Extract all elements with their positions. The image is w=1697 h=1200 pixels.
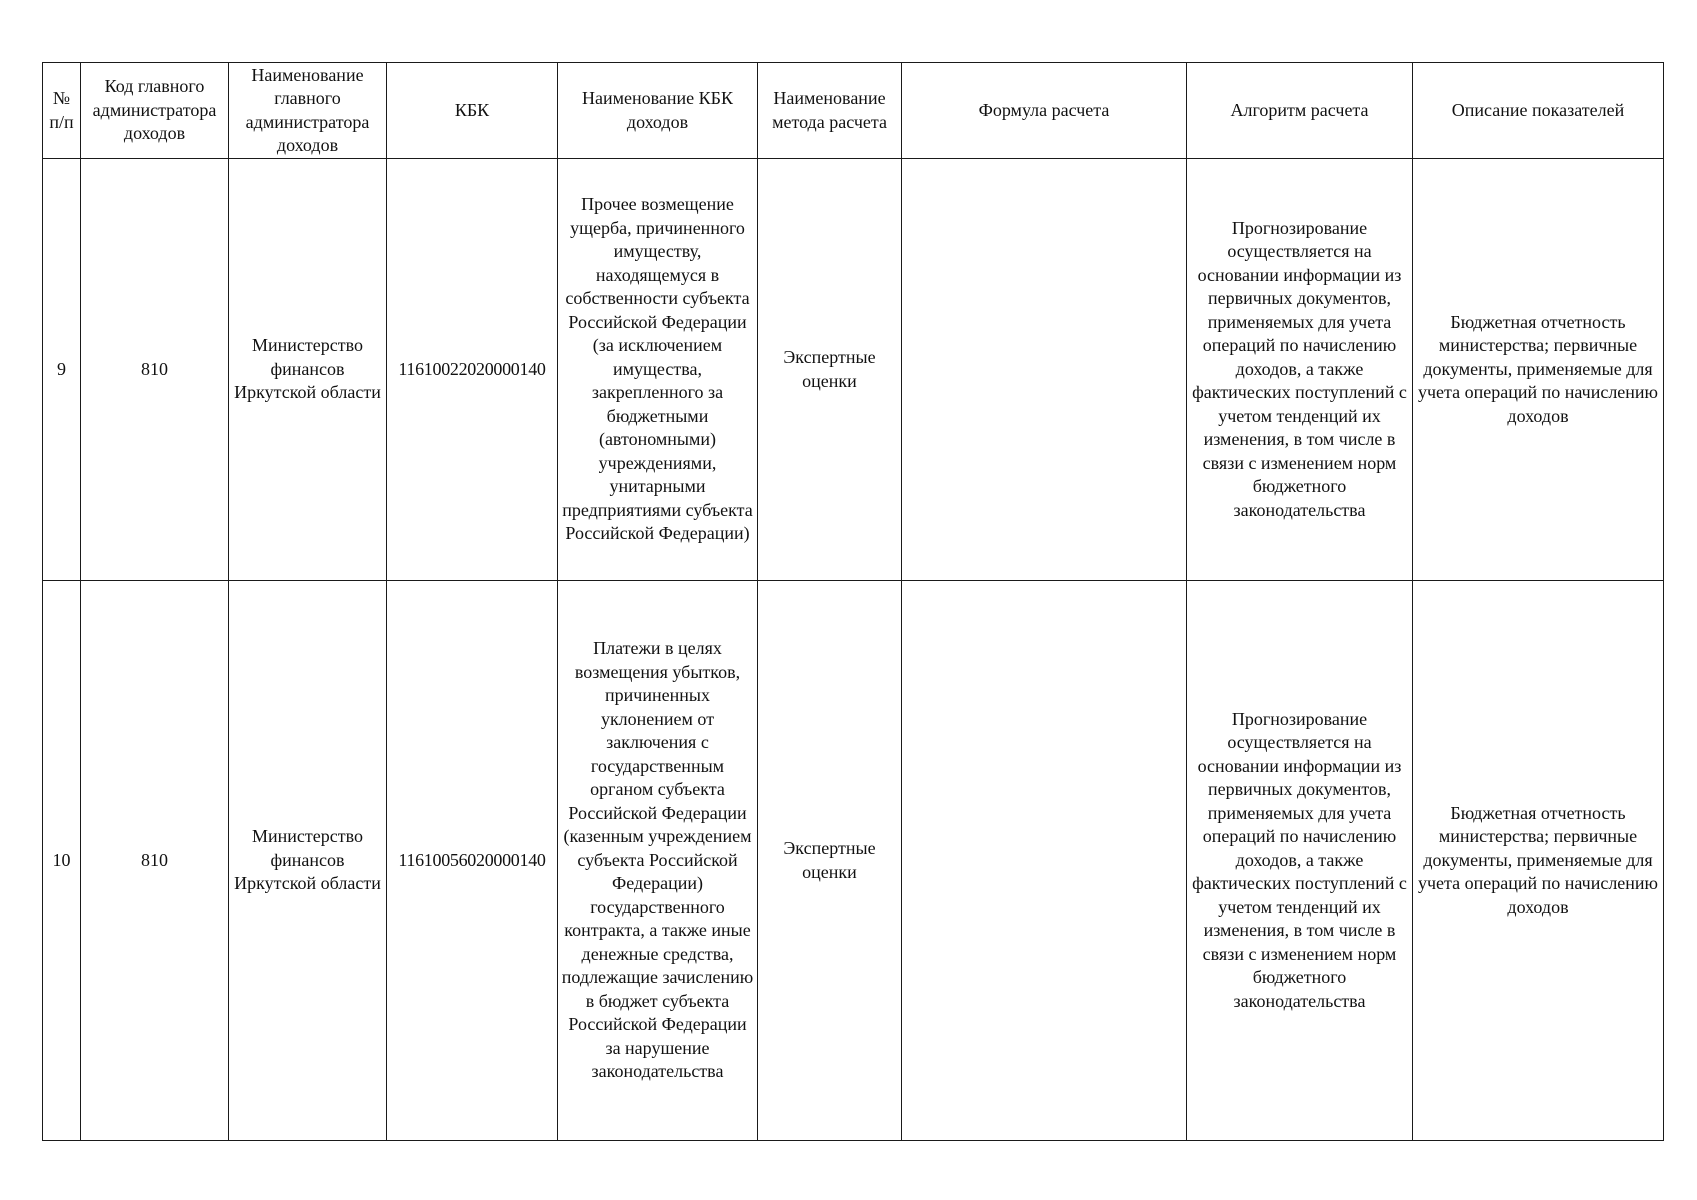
header-algorithm: Алгоритм расчета [1187, 63, 1413, 159]
calc-formula [902, 581, 1187, 1141]
kbk-code: 11610022020000140 [387, 159, 558, 581]
header-row [43, 63, 1664, 159]
admin-name: Министерство финансов Иркутской области [229, 581, 387, 1141]
calc-algorithm: Прогнозирование осуществляется на основании информации из первичных документов, применяемых для учета операций по начислению доходов, а также фактических поступлений с учетом тенденций их изменения, в том числе в связи с изменением норм бюджетного законодательства [1187, 159, 1413, 581]
indicator-description: Бюджетная отчетность министерства; первичные документы, применяемые для учета операций по начислению доходов [1413, 159, 1664, 581]
header-admin-code: Код главного администратора доходов [81, 63, 229, 159]
table-header [43, 63, 1664, 159]
admin-name: Министерство финансов Иркутской области [229, 159, 387, 581]
header-description: Описание показателей [1413, 63, 1664, 159]
calc-method: Экспертные оценки [758, 581, 902, 1141]
row-number: 9 [43, 159, 81, 581]
table-body [43, 159, 1664, 1141]
header-admin-name: Наименование главного администратора доходов [229, 63, 387, 159]
table-row [43, 581, 1664, 1141]
calc-method: Экспертные оценки [758, 159, 902, 581]
revenue-forecast-table [42, 62, 1664, 1141]
admin-code: 810 [81, 159, 229, 581]
kbk-name: Прочее возмещение ущерба, причиненного имуществу, находящемуся в собственности субъекта Российской Федерации (за исключением имущества, закрепленного за бюджетными (автономными) учреждениями, унитарными предприятиями субъекта Российской Федерации) [558, 159, 758, 581]
indicator-description: Бюджетная отчетность министерства; первичные документы, применяемые для учета операций по начислению доходов [1413, 581, 1664, 1141]
kbk-code: 11610056020000140 [387, 581, 558, 1141]
header-kbk: КБК [387, 63, 558, 159]
calc-algorithm: Прогнозирование осуществляется на основании информации из первичных документов, применяемых для учета операций по начислению доходов, а также фактических поступлений с учетом тенденций их изменения, в том числе в связи с изменением норм бюджетного законодательства [1187, 581, 1413, 1141]
admin-code: 810 [81, 581, 229, 1141]
row-number: 10 [43, 581, 81, 1141]
header-kbk-name: Наименование КБК доходов [558, 63, 758, 159]
header-formula: Формула расчета [902, 63, 1187, 159]
table-row [43, 159, 1664, 581]
header-method: Наименование метода расчета [758, 63, 902, 159]
kbk-name: Платежи в целях возмещения убытков, причиненных уклонением от заключения с государственным органом субъекта Российской Федерации (казенным учреждением субъекта Российской Федерации) государственного контракта, а также иные денежные средства, подлежащие зачислению в бюджет субъекта Российской Федерации за нарушение законодательства [558, 581, 758, 1141]
header-number: № п/п [43, 63, 81, 159]
calc-formula [902, 159, 1187, 581]
